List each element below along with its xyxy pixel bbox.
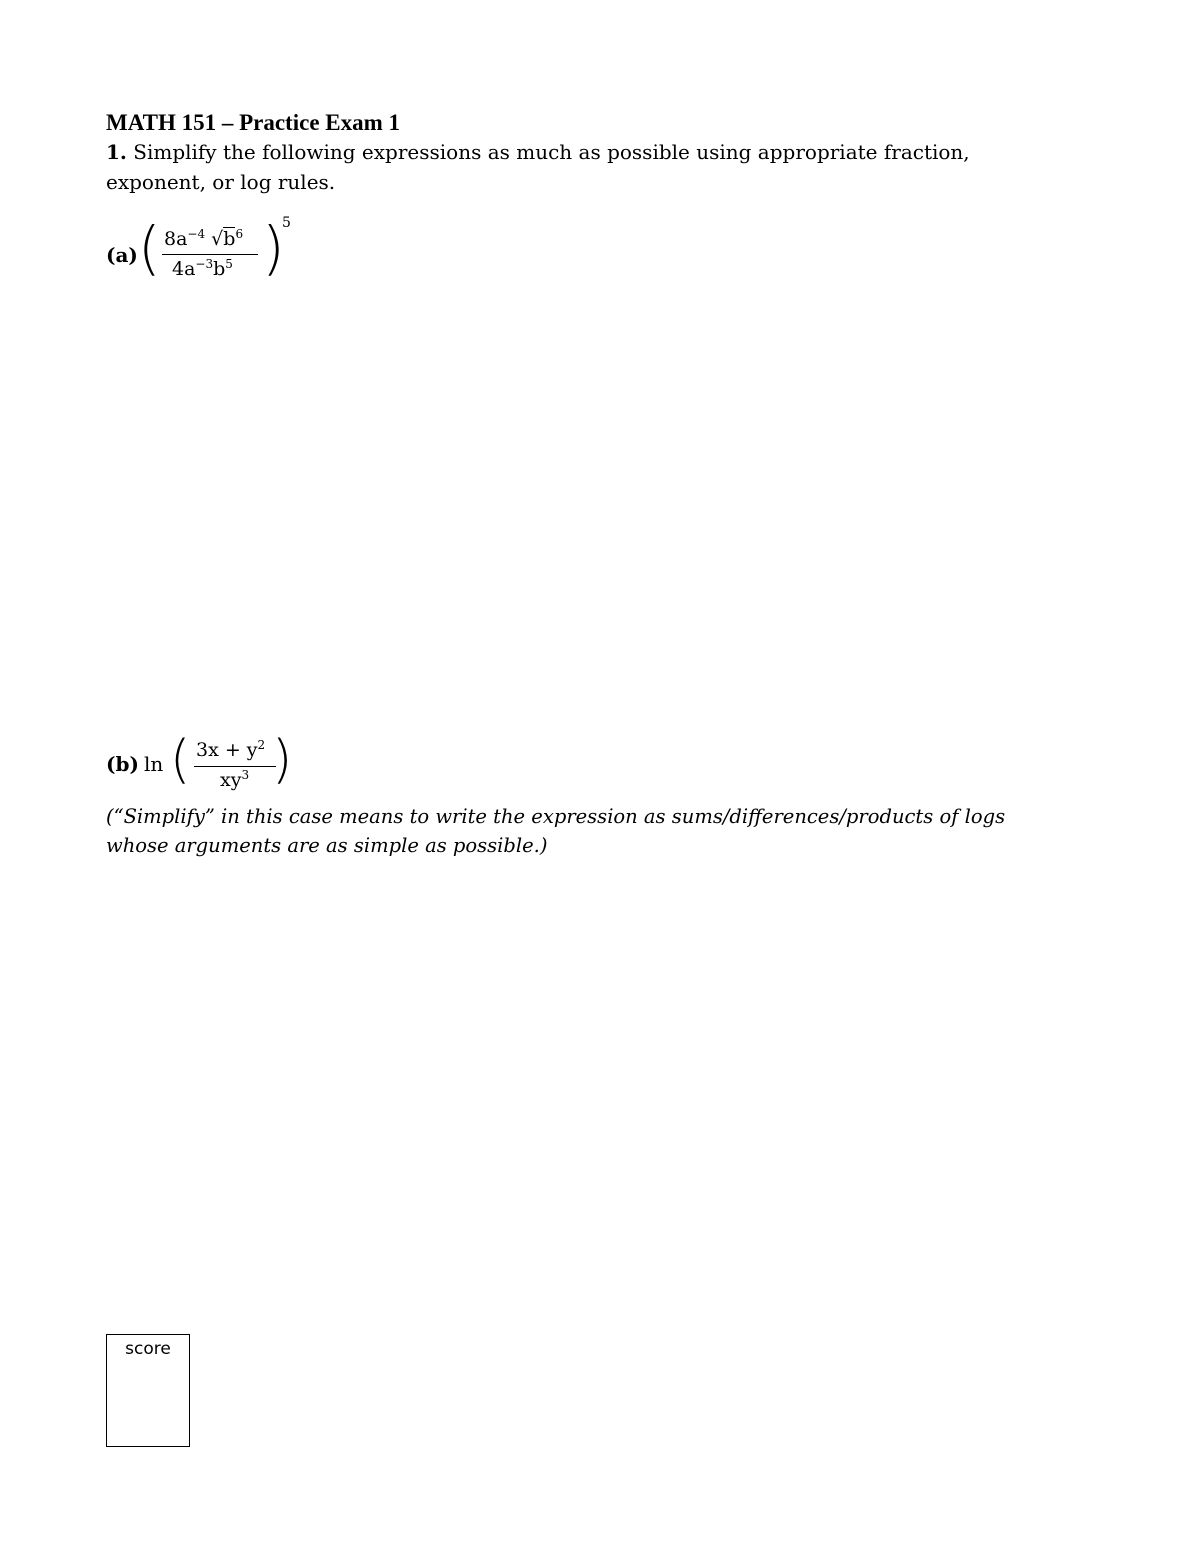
denominator-exp-b: 5	[225, 257, 233, 271]
numerator-coeff: 8a	[164, 228, 188, 250]
part-a	[106, 205, 406, 295]
fraction-bar	[162, 254, 258, 255]
part-b-label: (b)	[106, 752, 139, 776]
radicand-base: b	[223, 228, 236, 250]
radical-sign: √	[211, 228, 224, 250]
question-number: 1.	[106, 140, 127, 164]
right-paren: )	[262, 214, 285, 282]
outer-exponent: 5	[282, 215, 291, 231]
part-a-numerator	[164, 227, 243, 250]
numerator-exp: 2	[257, 738, 266, 752]
left-paren: (	[138, 214, 161, 282]
right-paren: )	[272, 730, 293, 790]
radicand-exp: 6	[235, 227, 244, 241]
part-b-note: (“Simplify” in this case means to write the expression as sums/differences/products of logs whose arguments are as simple as possible.)	[106, 805, 1006, 857]
score-label: score	[125, 1339, 171, 1359]
numerator-exp: −4	[187, 227, 206, 241]
denominator-coeff: 4a	[172, 258, 196, 280]
part-a-denominator	[172, 257, 233, 280]
part-a-label: (a)	[106, 243, 138, 267]
score-box	[106, 1334, 190, 1447]
left-paren: (	[170, 730, 191, 790]
part-b-numerator	[196, 738, 265, 761]
numerator-term: 3x + y	[196, 739, 258, 761]
part-b	[106, 728, 406, 798]
denominator-base: xy	[220, 769, 242, 791]
denominator-exp-a: −3	[195, 257, 214, 271]
denominator-exp: 3	[241, 768, 250, 782]
exam-title: MATH 151 – Practice Exam 1	[106, 110, 401, 135]
denominator-base-b: b	[213, 258, 226, 280]
fraction-bar	[194, 766, 276, 767]
ln-function: ln	[144, 752, 164, 776]
question-1	[106, 137, 1066, 197]
part-b-denominator	[220, 768, 249, 791]
question-text: Simplify the following expressions as much as possible using appropriate fraction, exponent, or log rules.	[106, 140, 970, 194]
